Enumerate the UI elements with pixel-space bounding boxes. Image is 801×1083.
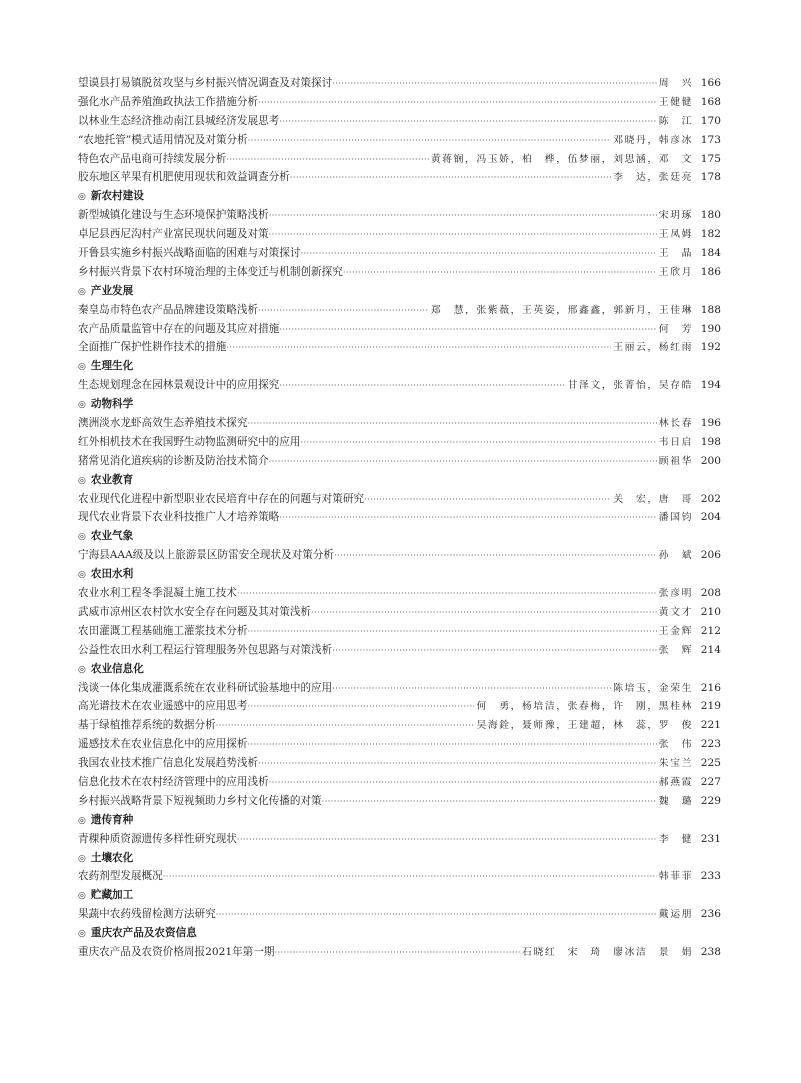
dot-leader [279,321,657,340]
article-authors: 陈培玉，金荣生 [613,682,693,694]
bullseye-icon: ◎ [78,891,86,902]
article-title: 武威市凉州区农村饮水安全存在问题及其对策浅析 [78,605,312,618]
article-authors: 甘泽文，张菁怡，吴存皓 [567,380,693,392]
section-heading [78,924,721,943]
section-heading-label: 农田水利 [90,568,134,581]
article-title: 秦皇岛市特色农产品品牌建设策略浅析 [78,303,259,316]
page-number: 208 [700,587,721,600]
dot-leader [269,207,657,226]
toc-entry[interactable] [78,508,721,527]
article-title: 全面推广保护性耕作技术的措施 [78,341,227,354]
section-heading [78,886,721,905]
page-number: 227 [700,775,721,788]
toc-entry[interactable] [78,225,721,244]
dot-leader [237,831,657,850]
bullseye-icon: ◎ [78,929,86,940]
page-number: 180 [700,209,721,222]
article-authors: 黄蒋锎，冯玉娇，柏 桦，伍梦丽，刘思涵，邓 文 [430,153,693,165]
toc-entry[interactable] [78,679,721,698]
article-authors: 孙 斌 [658,550,693,562]
toc-entry[interactable] [78,830,721,849]
bullseye-icon: ◎ [78,815,86,826]
dot-leader [237,585,657,604]
page-number: 175 [700,152,721,165]
article-authors: 关 宏，唐 哥 [613,493,693,505]
article-authors: 魏 璐 [658,795,693,807]
bullseye-icon: ◎ [78,362,86,373]
toc-entry[interactable] [78,754,721,773]
page-number: 173 [700,133,721,146]
dot-leader [322,793,657,812]
section-heading [78,395,721,414]
article-title: 望谟县打易镇脱贫攻坚与乡村振兴情况调查及对策探讨 [78,77,333,89]
toc-entry[interactable] [78,414,721,433]
article-authors: 王凤姆 [658,229,693,241]
section-heading [78,527,721,546]
toc-entry[interactable] [78,546,721,565]
dot-leader [300,245,656,264]
article-authors: 宋玥琢 [658,210,693,222]
article-authors: 林长春 [658,418,693,430]
article-title: 强化水产品养殖渔政执法工作措施分析 [78,95,259,108]
dot-leader [300,434,656,453]
article-authors: 顾祖华 [658,455,693,467]
article-title: 新型城镇化建设与生态环境保护策略浅析 [78,209,269,222]
dot-leader [258,302,429,321]
article-authors: 朱宝兰 [658,758,693,770]
page-number: 214 [700,643,721,656]
dot-leader [332,680,611,699]
article-title: 生态规划理念在园林景观设计中的应用探究 [78,379,280,392]
article-title: 澳洲淡水龙虾高效生态养殖技术探究 [78,417,248,430]
dot-leader [248,736,657,755]
table-of-contents [78,74,721,962]
article-title: “农地托管”模式适用情况及对策分析 [78,133,248,146]
section-heading [78,849,721,868]
dot-leader [334,547,657,566]
page-number: 206 [700,549,721,562]
article-authors: 戴运朋 [658,909,693,921]
toc-entry[interactable] [78,584,721,603]
page-number: 184 [700,247,721,260]
dot-leader [279,377,565,396]
article-authors: 张彦明 [658,588,693,600]
bullseye-icon: ◎ [78,192,86,203]
bullseye-icon: ◎ [78,664,86,675]
page-number: 236 [700,908,721,921]
toc-entry[interactable] [78,206,721,225]
toc-entry[interactable] [78,452,721,471]
toc-entry[interactable] [78,735,721,754]
section-heading [78,187,721,206]
page-number: 198 [700,435,721,448]
article-title: 我国农业技术推广信息化发展趋势浅析 [78,757,259,770]
page-number: 221 [700,719,721,732]
page-number: 200 [700,454,721,467]
article-title: 农田灌溉工程基础施工灌浆技术分析 [78,624,248,637]
article-authors: 王金辉 [658,625,693,637]
toc-entry[interactable] [78,74,721,93]
dot-leader [248,698,475,717]
dot-leader [279,113,657,132]
section-heading-label: 重庆农产品及农资信息 [90,927,197,940]
dot-leader [163,868,657,887]
article-title: 浅谈一体化集成灌溉系统在农业科研试验基地中的应用 [78,681,333,694]
article-title: 特色农产品电商可持续发展分析 [78,152,227,165]
article-title: 高光谱技术在农业遥感中的应用思考 [78,700,248,713]
dot-leader [311,604,657,623]
article-authors: 韦日启 [658,436,693,448]
page-number: 231 [700,832,721,845]
toc-entry[interactable] [78,641,721,660]
article-title: 重庆农产品及农资价格周报2021年第一期 [78,945,275,958]
toc-entry[interactable] [78,93,721,112]
article-title: 乡村振兴背景下农村环境治理的主体变迁与机制创新探究 [78,265,343,278]
section-heading-label: 新农村建设 [90,190,144,203]
page-number: 190 [700,322,721,335]
toc-entry[interactable] [78,150,721,169]
dot-leader [269,774,657,793]
bullseye-icon: ◎ [78,286,86,297]
page-number: 196 [700,417,721,430]
bullseye-icon: ◎ [78,532,86,543]
page-number: 178 [700,171,721,184]
page-number: 182 [700,228,721,241]
toc-entry[interactable] [78,320,721,339]
dot-leader [248,415,657,434]
dot-leader [290,169,611,188]
article-authors: 王丽云，杨红雨 [613,342,693,354]
dot-leader [269,453,657,472]
article-authors: 王欣月 [658,266,693,278]
article-title: 红外相机技术在我国野生动物监测研究中的应用 [78,435,301,448]
article-authors: 郑 慧，张紫薇，王英姿，邢鑫鑫，郭新月，王佳琳 [430,304,693,316]
dot-leader [364,491,611,510]
article-title: 农药剂型发展概况 [78,870,163,883]
article-authors: 郝燕霞 [658,776,693,788]
page-number: 194 [700,379,721,392]
article-authors: 黄文才 [658,606,693,618]
toc-entry[interactable] [78,716,721,735]
article-title: 果蔬中农药残留检测方法研究 [78,908,216,921]
page-number: 166 [700,77,721,89]
section-heading [78,811,721,830]
article-title: 公益性农田水利工程运行管理服务外包思路与对策浅析 [78,643,333,656]
section-heading-label: 动物科学 [90,398,134,411]
article-title: 农业现代化进程中新型职业农民培育中存在的问题与对策研究 [78,492,365,505]
section-heading-label: 贮藏加工 [90,889,134,902]
toc-entry[interactable] [78,112,721,131]
article-authors: 陈 江 [658,115,693,127]
toc-entry[interactable] [78,168,721,187]
section-heading-label: 农业信息化 [90,662,144,675]
section-heading [78,282,721,301]
article-authors: 何 勇，杨培洁，张春梅，许 刚，黑桂林 [476,701,693,713]
toc-entry[interactable] [78,905,721,924]
toc-entry[interactable] [78,131,721,150]
dot-leader [332,642,657,661]
dot-leader [332,75,657,94]
dot-leader [248,132,611,151]
page-number: 225 [700,757,721,770]
page-number: 170 [700,114,721,127]
page-number: 219 [700,700,721,713]
article-authors: 邓晓丹，韩彦冰 [613,134,693,146]
section-heading-label: 遗传育种 [90,813,134,826]
article-title: 基于绿植推荐系统的数据分析 [78,719,216,732]
section-heading [78,357,721,376]
article-authors: 韩菲菲 [658,871,693,883]
toc-entry[interactable] [78,433,721,452]
page-number: 233 [700,870,721,883]
dot-leader [216,906,657,925]
section-heading [78,471,721,490]
dot-leader [258,755,657,774]
article-authors: 石晓红 宋 琦 廖冰洁 景 娟 [522,946,693,958]
toc-entry[interactable] [78,943,721,962]
page-number: 210 [700,605,721,618]
dot-leader [248,623,657,642]
toc-entry[interactable] [78,338,721,357]
toc-entry[interactable] [78,697,721,716]
bullseye-icon: ◎ [78,570,86,581]
dot-leader [343,264,657,283]
section-heading-label: 生理生化 [90,360,134,373]
article-title: 青稞种质资源遗传多样性研究现状 [78,832,237,845]
page-number: 202 [700,492,721,505]
article-authors: 李 达，张廷亮 [613,172,693,184]
toc-entry[interactable] [78,263,721,282]
article-title: 以林业生态经济推动南江县城经济发展思考 [78,114,280,127]
article-title: 信息化技术在农村经济管理中的应用浅析 [78,775,269,788]
toc-entry[interactable] [78,792,721,811]
page-number: 192 [700,341,721,354]
section-heading [78,660,721,679]
article-authors: 张 伟 [658,739,693,751]
toc-entry[interactable] [78,490,721,509]
dot-leader [216,717,475,736]
article-title: 农产品质量监管中存在的问题及其应对措施 [78,322,280,335]
toc-entry[interactable] [78,301,721,320]
article-authors: 张 辉 [658,644,693,656]
page-number: 216 [700,681,721,694]
article-title: 遥感技术在农业信息化中的应用探析 [78,738,248,751]
article-authors: 王 晶 [658,248,693,260]
dot-leader [274,944,520,963]
bullseye-icon: ◎ [78,853,86,864]
article-authors: 周 兴 [658,78,693,89]
article-title: 现代农业背景下农业科技推广人才培养策略 [78,511,280,524]
toc-entry[interactable] [78,244,721,263]
toc-entry[interactable] [78,603,721,622]
toc-entry[interactable] [78,867,721,886]
dot-leader [269,226,657,245]
section-heading [78,565,721,584]
toc-entry[interactable] [78,622,721,641]
article-title: 农业水利工程冬季混凝土施工技术 [78,587,237,600]
page-number: 238 [700,945,721,958]
article-authors: 李 健 [658,833,693,845]
section-heading-label: 产业发展 [90,284,134,297]
article-title: 乡村振兴战略背景下短视频助力乡村文化传播的对策 [78,794,322,807]
page-number: 212 [700,624,721,637]
article-title: 胶东地区苹果有机肥使用现状和效益调查分析 [78,171,290,184]
page-number: 186 [700,265,721,278]
article-title: 宁海县AAA级及以上旅游景区防雷安全现状及对策分析 [78,549,335,562]
dot-leader [226,339,611,358]
article-authors: 潘国钧 [658,512,693,524]
article-title: 猪常见消化道疾病的诊断及防治技术简介 [78,454,269,467]
bullseye-icon: ◎ [78,475,86,486]
article-authors: 吴海銓，聂师豫，王建超，林 蕊，罗 俊 [476,720,693,732]
article-title: 卓尼县西尼沟村产业富民现状问题及对策 [78,228,269,241]
page-number: 188 [700,303,721,316]
dot-leader [226,151,429,170]
dot-leader [258,94,657,113]
page-number: 229 [700,794,721,807]
page-number: 223 [700,738,721,751]
article-authors: 王健健 [658,96,693,108]
toc-entry[interactable] [78,773,721,792]
toc-entry[interactable] [78,376,721,395]
page-number: 204 [700,511,721,524]
bullseye-icon: ◎ [78,400,86,411]
section-heading-label: 土壤农化 [90,851,134,864]
dot-leader [279,509,657,528]
article-title: 开鲁县实施乡村振兴战略面临的困难与对策探讨 [78,247,301,260]
article-authors: 何 芳 [658,323,693,335]
section-heading-label: 农业教育 [90,473,134,486]
section-heading-label: 农业气象 [90,530,134,543]
page-number: 168 [700,95,721,108]
